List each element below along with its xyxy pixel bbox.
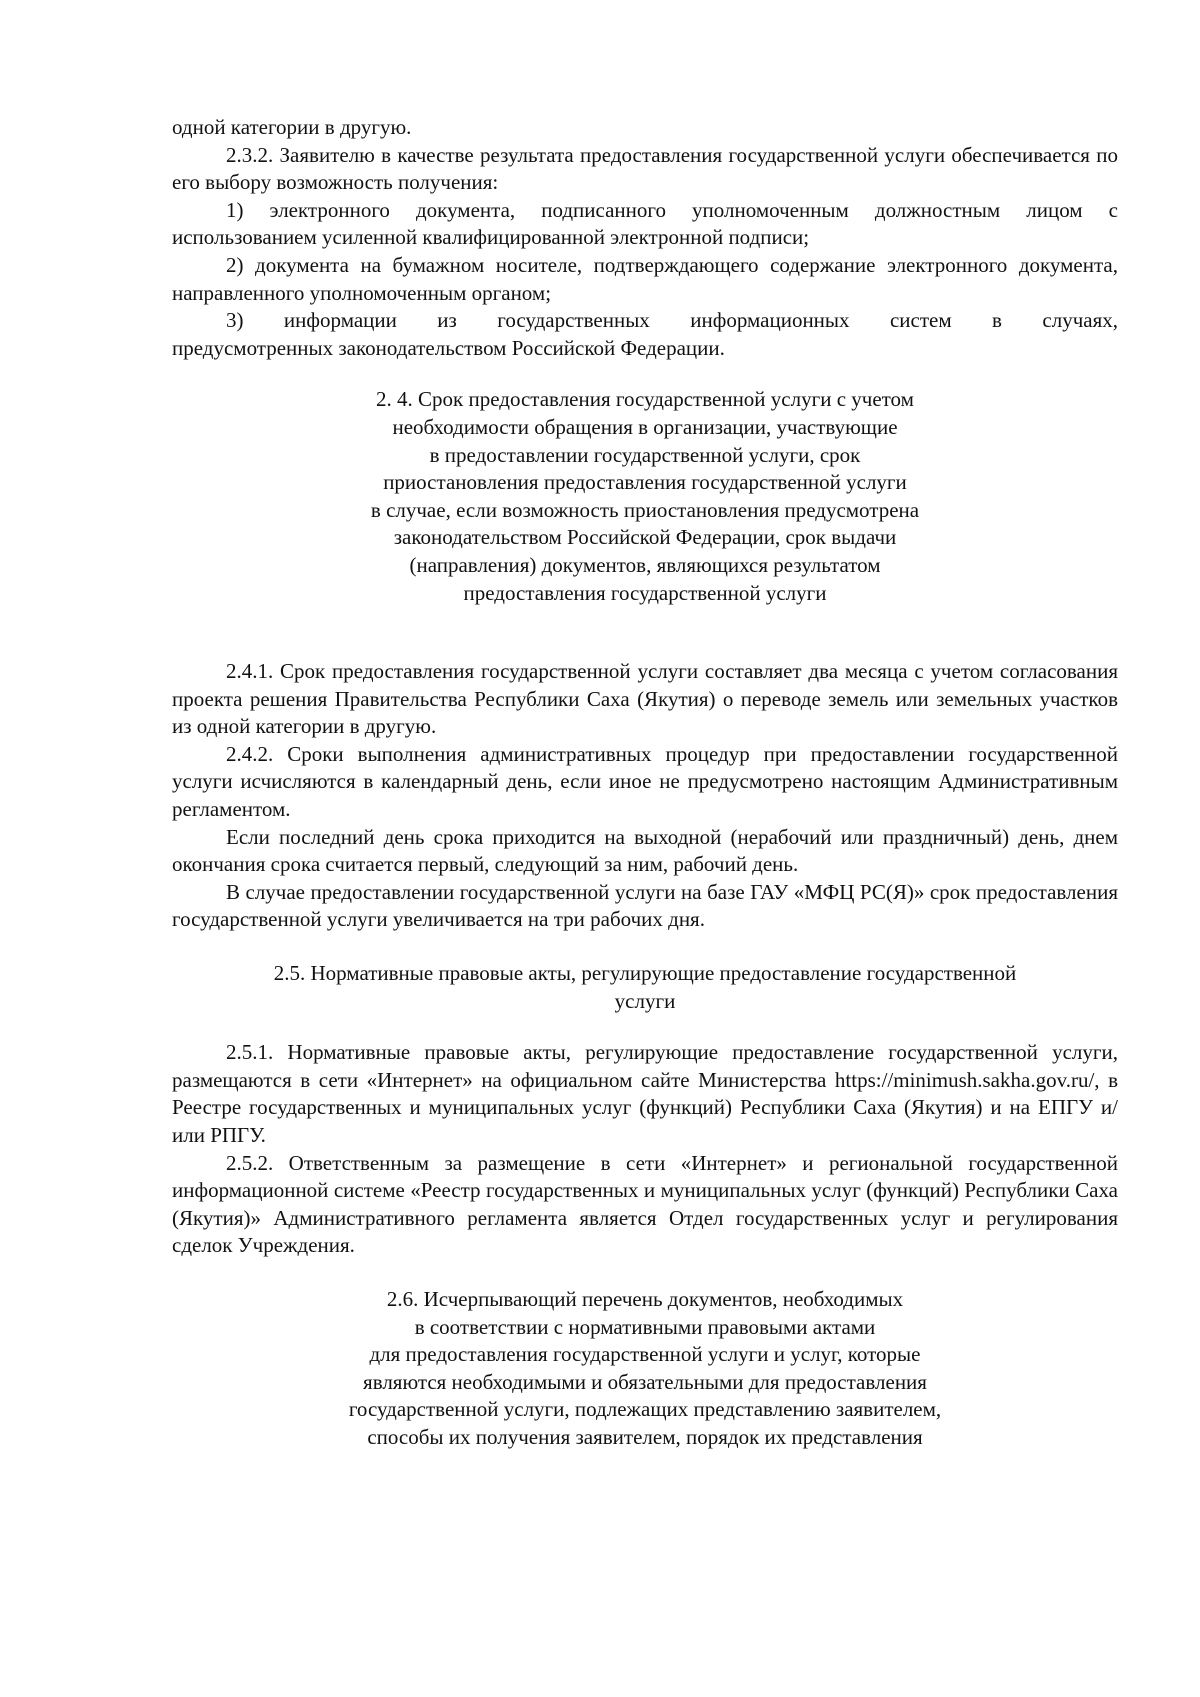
heading-line: в соответствии с нормативными правовыми актами [414,1314,876,1339]
heading-line: услуги [614,988,676,1013]
heading-line: предоставления государственной услуги [463,580,827,605]
heading-line: (направления) документов, являющихся результатом [409,552,881,577]
heading-line: в предоставлении государственной услуги, срок [429,442,861,467]
section-heading-2-6 [172,1286,1118,1452]
heading-line: являются необходимыми и обязательными для предоставления [363,1369,927,1394]
heading-line: 2.6. Исчерпывающий перечень документов, необходимых [386,1286,904,1311]
list-item-1: 1) электронного документа, подписанного уполномоченным должностным лицом с использованием усиленной квалифицированной электронной подписи; [172,197,1118,250]
section-heading-2-4 [172,386,1118,607]
heading-line: в случае, если возможность приостановления предусмотрена [370,497,920,522]
paragraph-2-3-2: 2.3.2. Заявителю в качестве результата предоставления государственной услуги обеспечивается по его выбору возможность получения: [172,142,1118,195]
document-page [172,114,1118,1476]
heading-line: необходимости обращения в организации, участвующие [392,414,898,439]
heading-line: 2.5. Нормативные правовые акты, регулирующие предоставление государственной [273,961,1017,986]
list-item-3-line-1: 3) информации из государственных информационных систем в случаях, [226,308,1118,333]
list-item-2: 2) документа на бумажном носителе, подтверждающего содержание электронного документа, направленного уполномоченным органом; [172,252,1118,305]
section-heading-2-5 [172,960,1118,1015]
paragraph-2-4-1: 2.4.1. Срок предоставления государственной услуги составляет два месяца с учетом согласования проекта решения Правительства Республики Саха (Якутия) о переводе земель или земельных участков из одной категории в другую. [172,659,1118,739]
spacer [172,631,1118,658]
heading-line: законодательством Российской Федерации, срок выдачи [393,525,897,550]
heading-line: для предоставления государственной услуги и услуг, которые [369,1342,921,1367]
list-item-3-line-2: предусмотренных законодательством Российской Федерации. [172,335,725,360]
heading-line: приостановления предоставления государственной услуги [383,470,907,495]
heading-line: государственной услуги, подлежащих представлению заявителем, [348,1397,942,1422]
paragraph-2-5-2: 2.5.2. Ответственным за размещение в сети «Интернет» и региональной государственной информационной системе «Реестр государственных и муниципальных услуг (функций) Республики Саха (Якутия)» Административного регламента является Отдел государственных услуг и регулирования сделок Учреждения. [172,1150,1118,1258]
paragraph-last-day: Если последний день срока приходится на выходной (нерабочий или праздничный) день, днем окончания срока считается первый, следующий за ним, рабочий день. [172,824,1118,877]
list-item-3 [172,307,1118,362]
heading-line: способы их получения заявителем, порядок их представления [367,1424,923,1449]
paragraph-mfc: В случае предоставлении государственной услуги на базе ГАУ «МФЦ РС(Я)» срок предоставления государственной услуги увеличивается на три рабочих дня. [172,879,1118,932]
paragraph-continuation: одной категории в другую. [172,115,412,139]
paragraph-2-5-1: 2.5.1. Нормативные правовые акты, регулирующие предоставление государственной услуги, размещаются в сети «Интернет» на официальном сайте Министерства https://minimush.sakha.gov.ru/, в Реестре государственных и муниципальных услуг (функций) Республики Саха (Якутия) и на ЕПГУ и/или РПГУ. [172,1040,1118,1147]
heading-line: 2. 4. Срок предоставления государственной услуги с учетом [376,387,914,412]
paragraph-2-4-2: 2.4.2. Сроки выполнения административных процедур при предоставлении государственной услуги исчисляются в календарный день, если иное не предусмотрено настоящим Административным регламентом. [172,741,1118,822]
